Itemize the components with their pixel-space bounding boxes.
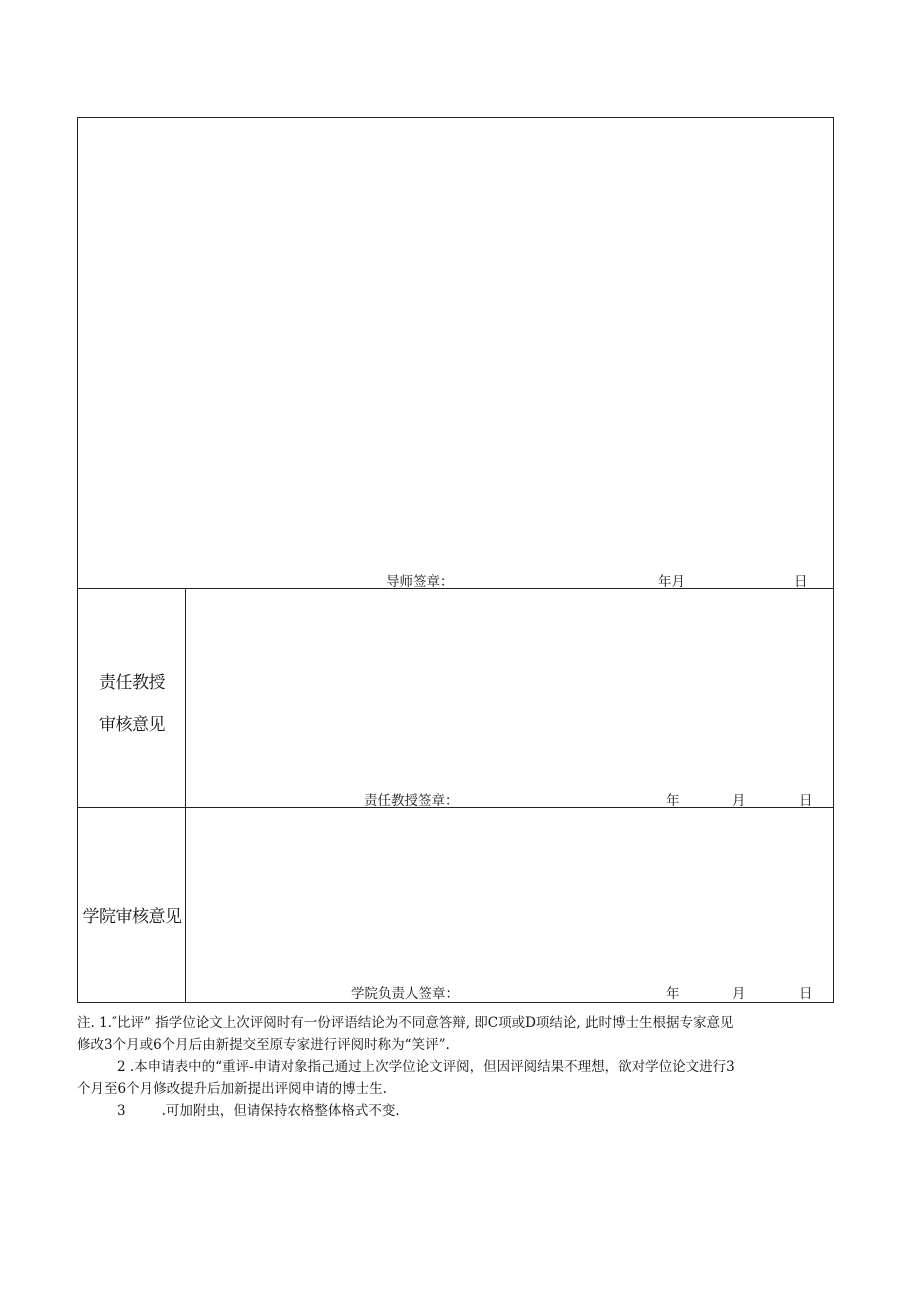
advisor-date-year-month: 年月 (658, 574, 685, 590)
note-line-1: 注. 1.″比评” 指学位论文上次评阅时有一份评语结论为不同意答辩, 即C项或D项结论, 此时博士生根据专家意见 (77, 1015, 734, 1031)
professor-date-year: 年 (666, 793, 680, 809)
professor-label-line1: 责任教授 (99, 673, 165, 693)
college-review-label: 学院审核意见 (82, 907, 182, 927)
form-notes (77, 1012, 847, 1122)
college-date-day: 日 (799, 986, 813, 1002)
note-item-3-number: 3 (117, 1103, 126, 1119)
professor-label-line2: 审核意见 (99, 715, 165, 735)
note-item-3-text: .可加附虫，但请保持农格整体格式不变. (161, 1103, 400, 1119)
advisor-date-day: 日 (794, 574, 808, 590)
note-line-4: 个月至6个月修改提升后加新提出评阅申请的博士生. (77, 1081, 387, 1097)
college-review-section (78, 808, 833, 1002)
note-item-3 (77, 1100, 847, 1122)
college-date-year: 年 (666, 986, 680, 1002)
professor-signature-label: 责任教授签章： (364, 793, 459, 809)
college-signature-label: 学院负责人签章： (351, 986, 459, 1002)
note-line-2: 修改3个月或6个月后由新提交至原专家进行评阅时称为“笑评”. (77, 1037, 450, 1053)
review-form-table (77, 117, 834, 1003)
professor-date-day: 日 (799, 793, 813, 809)
college-date-month: 月 (732, 986, 746, 1002)
college-review-label-cell (78, 808, 186, 1002)
professor-review-label-cell (78, 589, 186, 807)
note-line-3: 2 .本申请表中的“重评-申请对象指己通过上次学位论文评阅，但因评阅结果不理想，欲对学位论文进行3 (117, 1059, 735, 1075)
professor-date-month: 月 (732, 793, 746, 809)
advisor-signature-label: 导师签章： (386, 574, 454, 590)
advisor-opinion-section (78, 118, 833, 589)
professor-review-section (78, 589, 833, 808)
